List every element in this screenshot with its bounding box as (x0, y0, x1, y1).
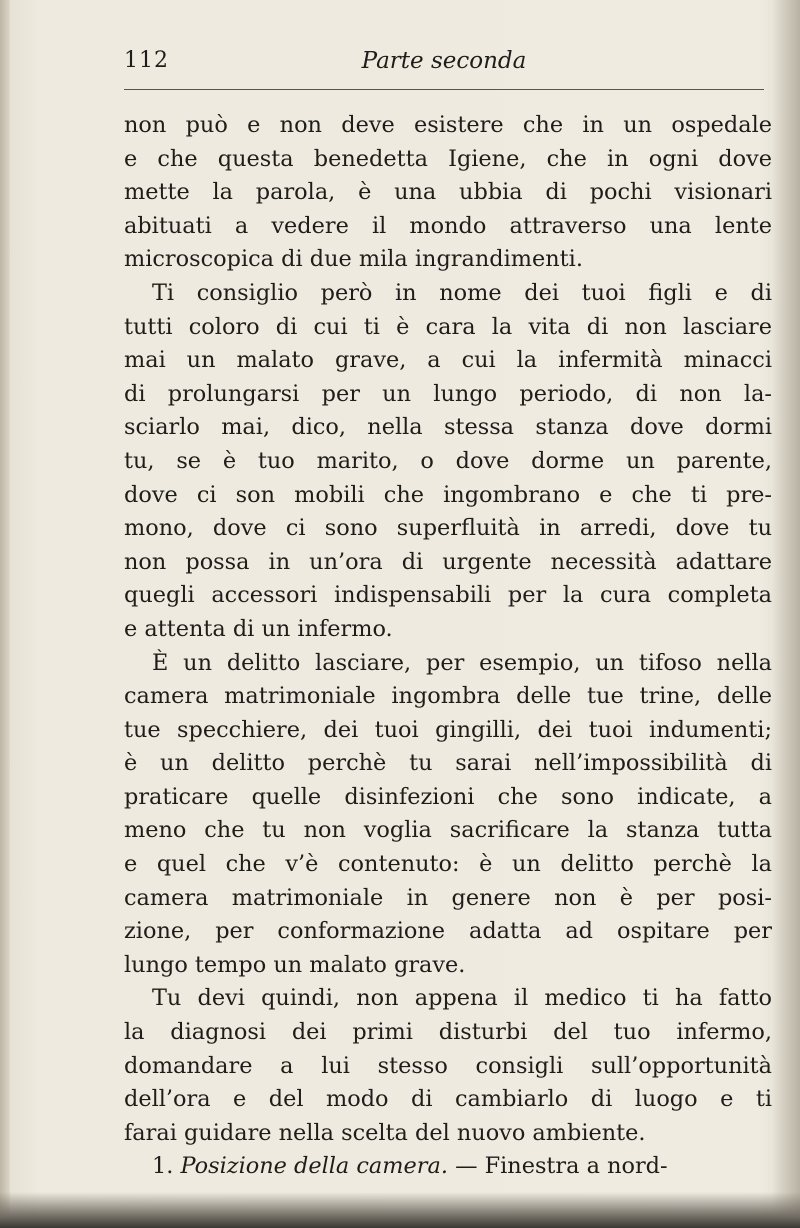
text-line: meno che tu non voglia sacrificare la stanza tutta (124, 817, 772, 844)
header-rule (124, 89, 764, 90)
running-title: Parte seconda (361, 48, 527, 74)
text-line: è un delitto perchè tu sarai nell’impossibilità di (124, 750, 772, 777)
text-line: farai guidare nella scelta del nuovo ambiente. (124, 1119, 646, 1146)
text-line: domandare a lui stesso consigli sull’opportunità (124, 1052, 772, 1079)
section-number: 1. (152, 1153, 174, 1180)
text-line: Ti consiglio però in nome dei tuoi figli e di (152, 279, 772, 306)
page-number: 112 (124, 48, 169, 73)
text-line: zione, per conformazione adatta ad ospitare per (124, 918, 772, 945)
text-line: tutti coloro di cui ti è cara la vita di non lasciare (124, 313, 772, 340)
text-line: e che questa benedetta Igiene, che in ogni dove (124, 145, 772, 172)
page-right-edge-shadow (772, 0, 800, 1228)
text-line: Tu devi quindi, non appena il medico ti ha fatto (152, 985, 772, 1012)
text-line: dell’ora e del modo di cambiarlo di luogo e ti (124, 1086, 772, 1113)
text-line: e quel che v’è contenuto: è un delitto perchè la (124, 851, 772, 878)
section-heading-line (124, 1150, 772, 1184)
page-left-edge-shadow (0, 0, 10, 1228)
text-line: abituati a vedere il mondo attraverso una lente (124, 212, 772, 239)
text-line: e attenta di un infermo. (124, 615, 393, 642)
text-line: camera matrimoniale in genere non è per posi- (124, 884, 772, 911)
text-line: sciarlo mai, dico, nella stessa stanza dove dormi (124, 414, 772, 441)
section-text: — Finestra a nord- (455, 1153, 668, 1180)
text-line: camera matrimoniale ingombra delle tue trine, delle (124, 683, 772, 710)
body-text (124, 109, 772, 1184)
text-line: mono, dove ci sono superfluità in arredi, dove tu (124, 515, 772, 542)
text-line: microscopica di due mila ingrandimenti. (124, 246, 583, 273)
section-title: Posizione della camera. (180, 1153, 448, 1180)
text-line: quegli accessori indispensabili per la cura completa (124, 582, 772, 609)
text-line: non può e non deve esistere che in un ospedale (124, 112, 772, 138)
text-line: tu, se è tuo marito, o dove dorme un parente, (124, 447, 772, 474)
text-line: mai un malato grave, a cui la infermità minacci (124, 347, 772, 374)
text-line: di prolungarsi per un lungo periodo, di non la- (124, 380, 772, 407)
text-line: la diagnosi dei primi disturbi del tuo infermo, (124, 1019, 772, 1046)
text-line: mette la parola, è una ubbia di pochi visionari (124, 179, 772, 206)
text-line: È un delitto lasciare, per esempio, un tifoso nella (152, 649, 772, 676)
page-bottom-edge-shadow (0, 1192, 800, 1228)
text-line: tue specchiere, dei tuoi gingilli, dei tuoi indumenti; (124, 716, 772, 743)
text-line: lungo tempo un malato grave. (124, 951, 466, 978)
text-line: dove ci son mobili che ingombrano e che ti pre- (124, 481, 772, 508)
text-line: praticare quelle disinfezioni che sono indicate, a (124, 783, 772, 810)
text-line: non possa in un’ora di urgente necessità adattare (124, 548, 772, 575)
page-header (124, 48, 764, 88)
